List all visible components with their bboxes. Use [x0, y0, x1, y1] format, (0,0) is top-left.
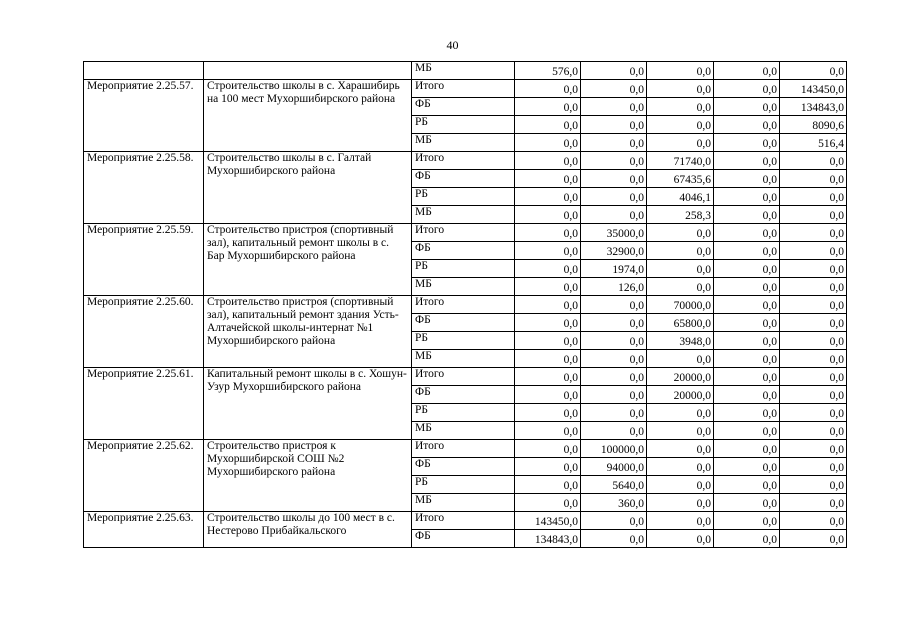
- amount-cell: 126,0: [581, 278, 647, 296]
- amount-cell: 0,0: [647, 278, 714, 296]
- amount-cell: 0,0: [515, 278, 581, 296]
- amount-cell: 0,0: [515, 296, 581, 314]
- amount-cell: 0,0: [780, 242, 847, 260]
- amount-cell: 0,0: [581, 404, 647, 422]
- funding-source: ФБ: [412, 170, 515, 188]
- amount-cell: 8090,6: [780, 116, 847, 134]
- page-number: 40: [446, 38, 459, 52]
- amount-cell: 0,0: [714, 134, 780, 152]
- amount-cell: 0,0: [647, 458, 714, 476]
- amount-cell: 32900,0: [581, 242, 647, 260]
- amount-cell: 0,0: [647, 242, 714, 260]
- funding-source: Итого: [412, 80, 515, 98]
- amount-cell: 0,0: [581, 80, 647, 98]
- amount-cell: 70000,0: [647, 296, 714, 314]
- carry-row: [84, 62, 847, 80]
- amount-cell: 0,0: [515, 440, 581, 458]
- amount-cell: 0,0: [714, 62, 780, 80]
- amount-cell: 0,0: [515, 404, 581, 422]
- amount-cell: 94000,0: [581, 458, 647, 476]
- amount-cell: 0,0: [780, 494, 847, 512]
- amount-cell: 0,0: [581, 368, 647, 386]
- amount-cell: 134843,0: [515, 530, 581, 548]
- amount-cell: 0,0: [515, 116, 581, 134]
- amount-cell: 0,0: [515, 260, 581, 278]
- amount-cell: 0,0: [515, 188, 581, 206]
- amount-cell: 0,0: [780, 62, 847, 80]
- event-id: Мероприятие 2.25.63.: [84, 512, 204, 548]
- amount-cell: 3948,0: [647, 332, 714, 350]
- amount-cell: 0,0: [515, 98, 581, 116]
- funding-source: МБ: [412, 350, 515, 368]
- amount-cell: 0,0: [780, 224, 847, 242]
- amount-cell: 0,0: [780, 314, 847, 332]
- amount-cell: 0,0: [714, 260, 780, 278]
- amount-cell: 0,0: [780, 386, 847, 404]
- funding-source: ФБ: [412, 242, 515, 260]
- amount-cell: 0,0: [647, 134, 714, 152]
- funding-source: РБ: [412, 260, 515, 278]
- amount-cell: 0,0: [515, 314, 581, 332]
- amount-cell: 0,0: [647, 350, 714, 368]
- amount-cell: 0,0: [581, 332, 647, 350]
- amount-cell: 0,0: [581, 188, 647, 206]
- amount-cell: 0,0: [714, 350, 780, 368]
- table-row: [84, 440, 847, 458]
- amount-cell: 0,0: [780, 278, 847, 296]
- budget-table-body: [84, 62, 847, 548]
- funding-source: Итого: [412, 368, 515, 386]
- table-row: [84, 80, 847, 98]
- amount-cell: 0,0: [714, 206, 780, 224]
- amount-cell: 360,0: [581, 494, 647, 512]
- amount-cell: 0,0: [714, 476, 780, 494]
- amount-cell: 0,0: [515, 350, 581, 368]
- amount-cell: 0,0: [714, 278, 780, 296]
- amount-cell: 0,0: [515, 242, 581, 260]
- event-id-cell: [84, 62, 204, 80]
- funding-source: МБ: [412, 206, 515, 224]
- amount-cell: 35000,0: [581, 224, 647, 242]
- amount-cell: 0,0: [780, 476, 847, 494]
- event-id: Мероприятие 2.25.61.: [84, 368, 204, 440]
- table-row: [84, 368, 847, 386]
- funding-source: МБ: [412, 134, 515, 152]
- amount-cell: 0,0: [780, 206, 847, 224]
- amount-cell: 0,0: [647, 440, 714, 458]
- amount-cell: 0,0: [581, 98, 647, 116]
- amount-cell: 0,0: [780, 350, 847, 368]
- table-row: [84, 512, 847, 530]
- amount-cell: 0,0: [714, 152, 780, 170]
- amount-cell: 0,0: [647, 530, 714, 548]
- amount-cell: 0,0: [714, 116, 780, 134]
- funding-source: РБ: [412, 188, 515, 206]
- amount-cell: 143450,0: [780, 80, 847, 98]
- amount-cell: 0,0: [647, 62, 714, 80]
- amount-cell: 0,0: [780, 188, 847, 206]
- amount-cell: 0,0: [780, 152, 847, 170]
- amount-cell: 0,0: [714, 512, 780, 530]
- amount-cell: 0,0: [714, 332, 780, 350]
- amount-cell: 0,0: [515, 476, 581, 494]
- event-name: Капитальный ремонт школы в с. Хошун-Узур Мухоршибирского района: [204, 368, 412, 440]
- amount-cell: 0,0: [647, 98, 714, 116]
- amount-cell: 4046,1: [647, 188, 714, 206]
- amount-cell: 0,0: [515, 206, 581, 224]
- amount-cell: 576,0: [515, 62, 581, 80]
- amount-cell: 0,0: [515, 332, 581, 350]
- table-row: [84, 152, 847, 170]
- amount-cell: 1974,0: [581, 260, 647, 278]
- event-id: Мероприятие 2.25.62.: [84, 440, 204, 512]
- table-row: [84, 224, 847, 242]
- amount-cell: 0,0: [647, 224, 714, 242]
- amount-cell: 0,0: [714, 530, 780, 548]
- amount-cell: 0,0: [714, 494, 780, 512]
- amount-cell: 65800,0: [647, 314, 714, 332]
- funding-source: РБ: [412, 116, 515, 134]
- funding-source: ФБ: [412, 458, 515, 476]
- amount-cell: 0,0: [515, 224, 581, 242]
- event-name-cell: [204, 62, 412, 80]
- amount-cell: 0,0: [647, 80, 714, 98]
- amount-cell: 0,0: [647, 476, 714, 494]
- amount-cell: 143450,0: [515, 512, 581, 530]
- amount-cell: 516,4: [780, 134, 847, 152]
- amount-cell: 0,0: [581, 350, 647, 368]
- amount-cell: 0,0: [515, 80, 581, 98]
- funding-source: МБ: [412, 422, 515, 440]
- funding-source: МБ: [412, 278, 515, 296]
- amount-cell: 0,0: [780, 170, 847, 188]
- event-name: Строительство школы в с. Галтай Мухоршибирского района: [204, 152, 412, 224]
- amount-cell: 71740,0: [647, 152, 714, 170]
- amount-cell: 0,0: [647, 422, 714, 440]
- amount-cell: 0,0: [714, 170, 780, 188]
- funding-source: РБ: [412, 476, 515, 494]
- amount-cell: 0,0: [714, 386, 780, 404]
- amount-cell: 0,0: [581, 134, 647, 152]
- amount-cell: 100000,0: [581, 440, 647, 458]
- funding-source: РБ: [412, 404, 515, 422]
- amount-cell: 0,0: [714, 98, 780, 116]
- event-name: Строительство школы до 100 мест в с. Нестерово Прибайкальского: [204, 512, 412, 548]
- amount-cell: 0,0: [515, 170, 581, 188]
- amount-cell: 0,0: [714, 296, 780, 314]
- amount-cell: 0,0: [515, 368, 581, 386]
- event-name: Строительство пристроя (спортивный зал), капитальный ремонт здания Усть-Алтачейской школы-интернат №1 Мухоршибирского района: [204, 296, 412, 368]
- amount-cell: 0,0: [647, 512, 714, 530]
- amount-cell: 0,0: [714, 224, 780, 242]
- event-name: Строительство школы в с. Харашибирь на 100 мест Мухоршибирского района: [204, 80, 412, 152]
- amount-cell: 0,0: [780, 368, 847, 386]
- amount-cell: 20000,0: [647, 386, 714, 404]
- amount-cell: 20000,0: [647, 368, 714, 386]
- amount-cell: 0,0: [714, 368, 780, 386]
- amount-cell: 0,0: [581, 422, 647, 440]
- amount-cell: 0,0: [515, 494, 581, 512]
- amount-cell: 0,0: [714, 242, 780, 260]
- amount-cell: 0,0: [647, 494, 714, 512]
- amount-cell: 0,0: [714, 314, 780, 332]
- amount-cell: 0,0: [714, 404, 780, 422]
- amount-cell: 134843,0: [780, 98, 847, 116]
- event-id: Мероприятие 2.25.60.: [84, 296, 204, 368]
- amount-cell: 0,0: [780, 296, 847, 314]
- amount-cell: 0,0: [780, 332, 847, 350]
- funding-source: ФБ: [412, 98, 515, 116]
- funding-source: ФБ: [412, 530, 515, 548]
- amount-cell: 0,0: [515, 134, 581, 152]
- budget-table: [83, 61, 847, 548]
- amount-cell: 0,0: [581, 530, 647, 548]
- funding-source: Итого: [412, 440, 515, 458]
- amount-cell: 0,0: [581, 314, 647, 332]
- amount-cell: 0,0: [714, 440, 780, 458]
- amount-cell: 0,0: [647, 260, 714, 278]
- amount-cell: 0,0: [780, 422, 847, 440]
- amount-cell: 0,0: [780, 530, 847, 548]
- funding-source: МБ: [412, 62, 515, 80]
- amount-cell: 0,0: [515, 152, 581, 170]
- amount-cell: 0,0: [714, 188, 780, 206]
- amount-cell: 0,0: [647, 404, 714, 422]
- amount-cell: 67435,6: [647, 170, 714, 188]
- funding-source: Итого: [412, 224, 515, 242]
- amount-cell: 0,0: [780, 458, 847, 476]
- event-name: Строительство пристроя к Мухоршибирской СОШ №2 Мухоршибирского района: [204, 440, 412, 512]
- amount-cell: 0,0: [581, 152, 647, 170]
- amount-cell: 0,0: [581, 386, 647, 404]
- funding-source: РБ: [412, 332, 515, 350]
- funding-source: Итого: [412, 296, 515, 314]
- amount-cell: 0,0: [581, 512, 647, 530]
- amount-cell: 0,0: [714, 80, 780, 98]
- event-id: Мероприятие 2.25.59.: [84, 224, 204, 296]
- amount-cell: 0,0: [581, 62, 647, 80]
- event-name: Строительство пристроя (спортивный зал), капитальный ремонт школы в с. Бар Мухоршибирского района: [204, 224, 412, 296]
- funding-source: ФБ: [412, 386, 515, 404]
- event-id: Мероприятие 2.25.57.: [84, 80, 204, 152]
- amount-cell: 0,0: [647, 116, 714, 134]
- amount-cell: 0,0: [581, 116, 647, 134]
- funding-source: Итого: [412, 152, 515, 170]
- amount-cell: 0,0: [581, 296, 647, 314]
- event-id: Мероприятие 2.25.58.: [84, 152, 204, 224]
- amount-cell: 0,0: [780, 404, 847, 422]
- table-row: [84, 296, 847, 314]
- amount-cell: 0,0: [581, 206, 647, 224]
- funding-source: ФБ: [412, 314, 515, 332]
- amount-cell: 0,0: [780, 512, 847, 530]
- funding-source: МБ: [412, 494, 515, 512]
- amount-cell: 0,0: [714, 458, 780, 476]
- amount-cell: 5640,0: [581, 476, 647, 494]
- amount-cell: 0,0: [714, 422, 780, 440]
- funding-source: Итого: [412, 512, 515, 530]
- amount-cell: 0,0: [515, 386, 581, 404]
- amount-cell: 0,0: [780, 260, 847, 278]
- amount-cell: 0,0: [780, 440, 847, 458]
- amount-cell: 0,0: [515, 422, 581, 440]
- amount-cell: 258,3: [647, 206, 714, 224]
- amount-cell: 0,0: [581, 170, 647, 188]
- amount-cell: 0,0: [515, 458, 581, 476]
